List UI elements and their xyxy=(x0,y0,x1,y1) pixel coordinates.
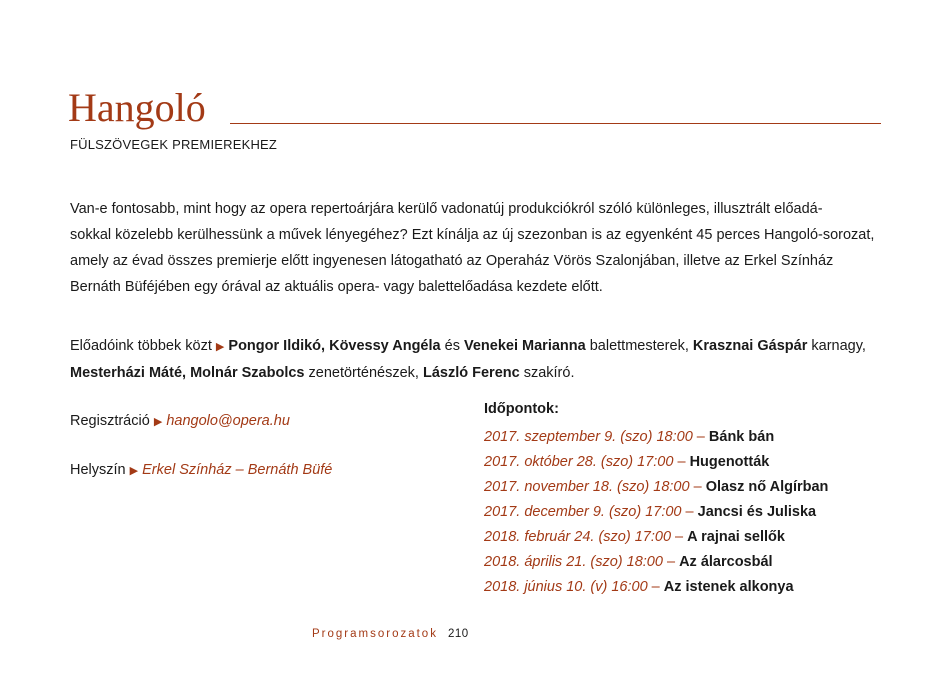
date-row xyxy=(484,575,828,600)
registration-email-link[interactable]: hangolo@opera.hu xyxy=(166,413,290,429)
dash-icon: – xyxy=(651,579,660,595)
intro-line: Bernáth Büféjében egy órával az aktuális opera- vagy balettelőadása kezdete előtt. xyxy=(70,279,603,295)
page-number: 210 xyxy=(447,628,469,640)
date-row xyxy=(484,525,828,550)
intro-paragraph xyxy=(70,196,875,300)
performer-names: László Ferenc xyxy=(422,365,520,381)
date-value: 2018. június 10. (v) 16:00 xyxy=(484,579,648,595)
performance-title: Az álarcosbál xyxy=(679,554,773,570)
date-value: 2017. szeptember 9. (szo) 18:00 xyxy=(484,429,693,445)
performer-names: Venekei Marianna xyxy=(463,338,586,354)
performance-title: Az istenek alkonya xyxy=(663,579,794,595)
performers-line-2 xyxy=(70,360,880,386)
date-value: 2017. október 28. (szo) 17:00 xyxy=(484,454,674,470)
triangle-bullet-icon: ▶ xyxy=(215,341,225,353)
dash-icon: – xyxy=(685,504,694,520)
date-row xyxy=(484,475,828,500)
triangle-bullet-icon: ▶ xyxy=(153,416,163,428)
date-value: 2017. november 18. (szo) 18:00 xyxy=(484,479,690,495)
performer-role: karnagy, xyxy=(811,338,866,354)
performer-role: balettmesterek, xyxy=(589,338,689,354)
venue-label: Helyszín xyxy=(70,462,126,478)
date-value: 2018. április 21. (szo) 18:00 xyxy=(484,554,663,570)
performance-title: A rajnai sellők xyxy=(687,529,785,545)
dash-icon: – xyxy=(675,529,684,545)
page-footer xyxy=(312,628,469,640)
dash-icon: – xyxy=(696,429,705,445)
date-row xyxy=(484,425,828,450)
date-row xyxy=(484,550,828,575)
intro-line: sokkal közelebb kerülhessünk a művek lényegéhez? Ezt kínálja az új szezonban is az egyenként 45 perces Hangoló-sorozat, xyxy=(70,227,875,243)
performer-names: Pongor Ildikó, Kövessy Angéla xyxy=(228,338,441,354)
date-row xyxy=(484,450,828,475)
performance-title: Hugenották xyxy=(689,454,770,470)
performers-lead: Előadóink többek közt xyxy=(70,338,212,354)
footer-section-name: Programsorozatok xyxy=(312,628,438,640)
date-row xyxy=(484,500,828,525)
title-rule xyxy=(230,123,881,124)
performer-role: szakíró. xyxy=(523,365,575,381)
performer-names: Krasznai Gáspár xyxy=(692,338,808,354)
triangle-bullet-icon: ▶ xyxy=(129,465,139,477)
conjunction: és xyxy=(444,338,460,354)
venue-value: Erkel Színház – Bernáth Büfé xyxy=(142,462,333,478)
page-subtitle: FÜLSZÖVEGEK PREMIEREKHEZ xyxy=(70,137,278,152)
dates-list xyxy=(484,397,828,600)
performer-names: Mesterházi Máté, Molnár Szabolcs xyxy=(70,365,305,381)
dash-icon: – xyxy=(693,479,702,495)
date-value: 2018. február 24. (szo) 17:00 xyxy=(484,529,672,545)
dash-icon: – xyxy=(677,454,686,470)
performers-line-1 xyxy=(70,333,880,360)
registration-label: Regisztráció xyxy=(70,413,150,429)
performance-title: Olasz nő Algírban xyxy=(705,479,829,495)
dates-heading: Időpontok: xyxy=(484,401,559,417)
venue-row xyxy=(70,462,332,478)
registration-row xyxy=(70,413,290,429)
dash-icon: – xyxy=(666,554,676,570)
performance-title: Jancsi és Juliska xyxy=(697,504,817,520)
performers-paragraph xyxy=(70,333,880,386)
intro-line: Van-e fontosabb, mint hogy az opera repertoárjára kerülő vadonatúj produkciókról szóló különleges, illusztrált előadá- xyxy=(70,201,823,217)
page-title: Hangoló xyxy=(68,85,206,130)
performance-title: Bánk bán xyxy=(708,429,775,445)
date-value: 2017. december 9. (szo) 17:00 xyxy=(484,504,682,520)
intro-line: amely az évad összes premierje előtt ingyenesen látogatható az Operaház Vörös Szalonjában, illetve az Erkel Színház xyxy=(70,253,834,269)
performer-role: zenetörténészek, xyxy=(308,365,419,381)
